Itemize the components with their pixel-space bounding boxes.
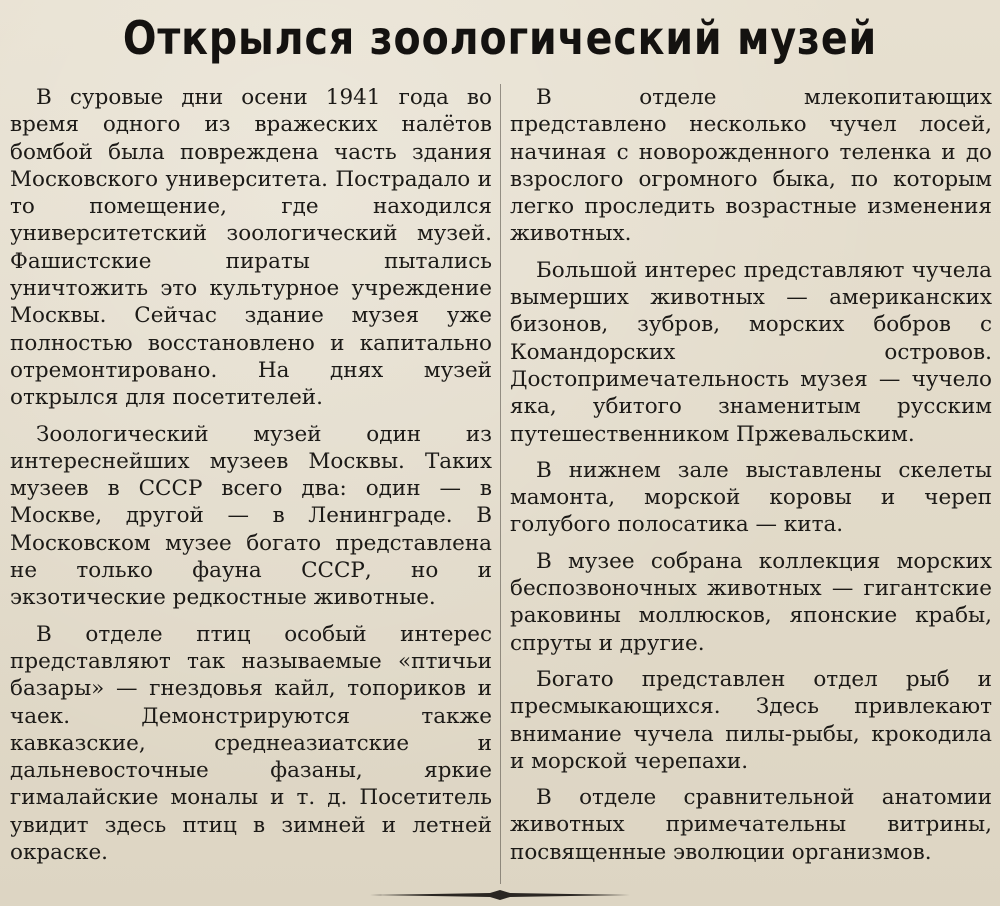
paragraph: Богато представлен отдел рыб и пресмыкающихся. Здесь привлекают внимание чучела пилы-рыбы, крокодила и морской черепахи. [510,666,992,774]
paragraph: В нижнем зале выставлены скелеты мамонта, морской коровы и череп голубого полосатика — кита. [510,457,992,538]
paragraph: В отделе млекопитающих представлено несколько чучел лосей, начиная с новорожденного теленка и до взрослого огромного быка, по которым легко проследить возрастные изменения животных. [510,85,992,247]
paragraph: В музее собрана коллекция морских беспозвоночных животных — гигантские раковины моллюсков, японские крабы, спруты и другие. [510,548,992,656]
paragraph: В отделе птиц особый интерес представляют так называемые «птичьи базары» — гнездовья кайл, топориков и чаек. Демонстрируются также кавказские, среднеазиатские и дальневосточные фазаны, яркие гималайские моналы и т. д. Посетитель увидит здесь птиц в зимней и летней окраске. [10,621,492,866]
article-headline: Открылся зоологический музей [122,11,878,65]
paragraph: Зоологический музей один из интереснейших музеев Москвы. Таких музеев в СССР всего два: один — в Москве, другой — в Ленинграде. В Московском музее богато представлена не только фауна СССР, но и экзотические редкостные животные. [10,421,492,611]
left-column [10,84,492,875]
column-divider [500,84,501,884]
right-column [510,84,992,875]
paragraph: В суровые дни осени 1941 года во время одного из вражеских налётов бомбой была повреждена часть здания Московского университета. Пострадало и то помещение, где находился университетский зоологический музей. Фашистские пираты пытались уничтожить это культурное учреждение Москвы. Сейчас здание музея уже полностью восстановлено и капитально отремонтировано. На днях музей открылся для посетителей. [10,85,492,411]
paragraph: Большой интерес представляют чучела вымерших животных — американских бизонов, зубров, морских бобров с Командорских островов. Достопримечательность музея — чучело яка, убитого знаменитым русским путешественником Пржевальским. [510,257,992,447]
end-ornament [370,890,630,900]
paragraph: В отделе сравнительной анатомии животных примечательны витрины, посвященные эволюции организмов. [510,785,992,865]
